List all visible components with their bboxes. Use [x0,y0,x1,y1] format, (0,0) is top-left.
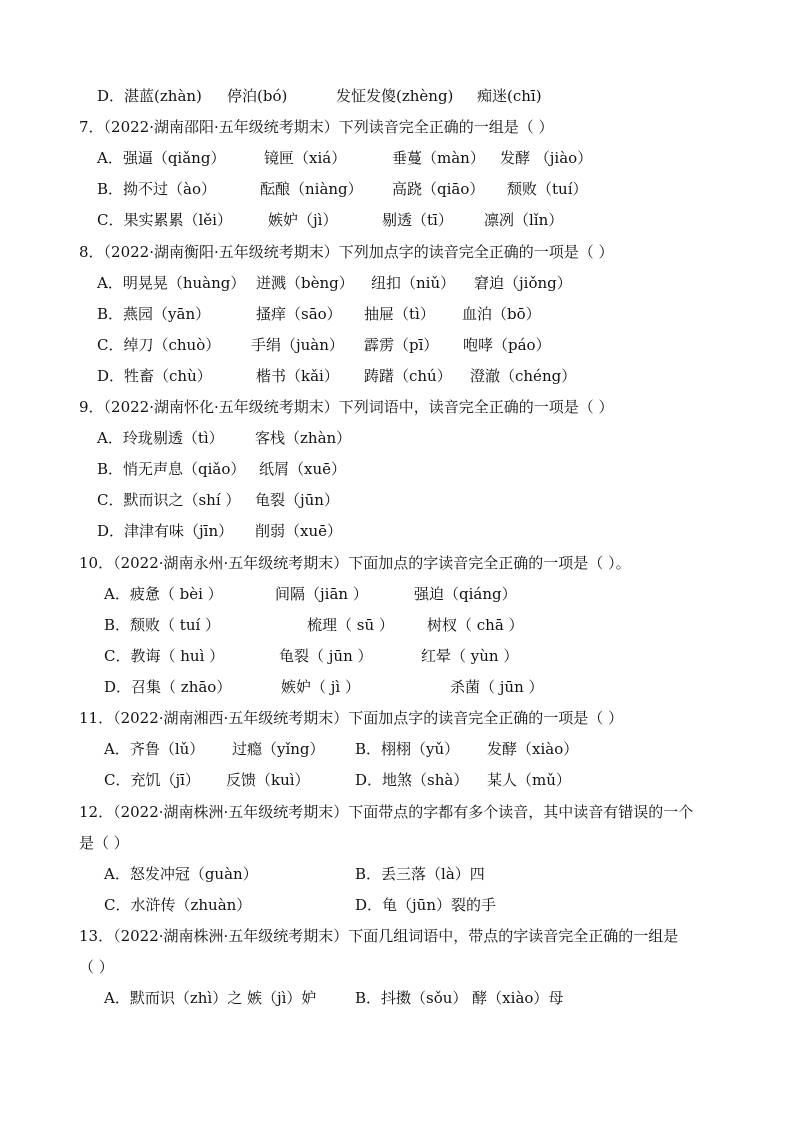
q8-option-a-word-3: 纽扣（niǔ） [371,274,456,292]
q12-option-c: C．水浒传（zhuàn） [104,896,252,914]
q6-option-d-word-3: 发怔发傻(zhèng) [336,87,454,105]
q11-options-row-2 [0,768,794,792]
q7-stem [0,115,794,139]
q8-stem [0,240,794,264]
q10-option-b-word-3: 树杈（ chā ） [427,616,524,634]
q11-option-b-word-1: B．栩栩（yǔ） [355,740,460,758]
q7-option-a-word-4: 发酵 （jiào） [500,149,593,167]
q9-option-d-word-1: D．津津有味（jīn） [97,522,234,540]
q12-option-a: A．怒发冲冠（guàn） [104,865,258,883]
q7-option-a [0,146,794,170]
q8-option-b-word-3: 抽屉（tì） [364,305,435,323]
q12-option-d: D．龟（jūn）裂的手 [355,896,496,914]
q9-stem [0,395,794,419]
q11-option-c-word-1: C．充饥（jī） [104,771,200,789]
q10-option-d [0,675,794,699]
q9-option-d [0,519,794,543]
q9-option-a [0,426,794,450]
q8-option-c-word-1: C．绰刀（chuò） [97,336,221,354]
q13-stem-line-2 [0,955,794,979]
q10-option-a-word-2: 间隔（jiān ） [275,585,368,603]
q9-option-d-word-2: 削弱（xuē） [255,522,342,540]
q10-option-b-word-2: 梳理（ sū ） [307,616,394,634]
q7-option-b-word-3: 高跷（qiāo） [392,180,485,198]
q13-stem-text-2: （ ） [79,958,114,976]
q13-option-b: B．抖擞（sǒu） 酵（xiào）母 [355,989,564,1007]
q10-option-a [0,582,794,606]
q7-option-c-word-3: 剔透（tī） [382,211,453,229]
q9-option-b-word-2: 纸屑（xuē） [259,460,346,478]
q8-option-d-word-1: D．牲畜（chù） [97,367,212,385]
q12-stem-line-2 [0,831,794,855]
q8-option-b-word-1: B．燕园（yān） [97,305,211,323]
q12-options-row-1 [0,862,794,886]
q7-stem-text: 7．（2022·湖南邵阳·五年级统考期末）下列读音完全正确的一组是（ ） [79,118,554,136]
q7-option-b-word-1: B．拗不过（ào） [97,180,216,198]
q11-option-d-word-1: D．地煞（shà） [355,771,469,789]
q9-option-b [0,457,794,481]
q11-option-a-word-2: 过瘾（yǐng） [232,740,325,758]
q8-option-d-word-3: 踌躇（chú） [364,367,452,385]
q7-option-b-word-2: 酝酿（niàng） [260,180,363,198]
q11-stem [0,706,794,730]
q10-option-a-word-3: 强迫（qiáng） [414,585,517,603]
q8-option-d-word-2: 楷书（kǎi） [256,367,339,385]
q9-option-c [0,488,794,512]
q11-options-row-1 [0,737,794,761]
q8-option-c-word-2: 手绢（juàn） [251,336,344,354]
q9-option-a-word-2: 客栈（zhàn） [255,429,352,447]
q7-option-c-word-2: 嫉妒（jì） [268,211,338,229]
q7-option-a-word-3: 垂蔓（màn） [392,149,485,167]
q7-option-b-word-4: 颓败（tuí） [507,180,588,198]
q9-option-c-word-1: C．默而识之（shí ） [97,491,241,509]
q10-option-d-word-3: 杀菌（ jūn ） [450,678,544,696]
q11-option-b-word-2: 发酵（xiào） [487,740,579,758]
q8-option-b-word-4: 血泊（bō） [462,305,541,323]
q9-option-c-word-2: 龟裂（jūn） [255,491,339,509]
q9-stem-text: 9．（2022·湖南怀化·五年级统考期末）下列词语中，读音完全正确的一项是（ ） [79,398,614,416]
q10-option-b [0,613,794,637]
q10-option-b-word-1: B．颓败（ tuí ） [104,616,221,634]
q10-option-c [0,644,794,668]
q6-option-d [0,84,794,108]
q10-stem-text: 10．（2022·湖南永州·五年级统考期末）下面加点的字读音完全正确的一项是（ ）。 [79,554,631,572]
q12-stem-line-1 [0,800,794,824]
q13-stem-text-1: 13．（2022·湖南株洲·五年级统考期末）下面几组词语中，带点的字读音完全正确的一组是 [79,927,679,945]
q7-option-c [0,208,794,232]
q7-option-a-word-1: A．强逼（qiǎng） [97,149,226,167]
q8-stem-text: 8．（2022·湖南衡阳·五年级统考期末）下列加点字的读音完全正确的一项是（ ） [79,243,614,261]
q12-stem-text-1: 12．（2022·湖南株洲·五年级统考期末）下面带点的字都有多个读音，其中读音有错误的一个 [79,803,694,821]
q12-options-row-2 [0,893,794,917]
q13-option-a: A．默而识（zhì）之 嫉（jì）妒 [104,989,317,1007]
q6-option-d-word-4: 痴迷(chī) [477,87,542,105]
q10-option-a-word-1: A．疲惫（ bèi ） [104,585,223,603]
q8-option-c-word-4: 咆哮（páo） [463,336,551,354]
q11-stem-text: 11．（2022·湖南湘西·五年级统考期末）下面加点字的读音完全正确的一项是（ ） [79,709,624,727]
q10-option-c-word-2: 龟裂（ jūn ） [279,647,373,665]
q8-option-b [0,302,794,326]
q8-option-b-word-2: 搔痒（sāo） [256,305,342,323]
q7-option-c-word-1: C．果实累累（lěi） [97,211,232,229]
q11-option-c-word-2: 反馈（kuì） [226,771,310,789]
q8-option-d-word-4: 澄澈（chéng） [470,367,577,385]
q8-option-a [0,271,794,295]
q9-option-b-word-1: B．悄无声息（qiǎo） [97,460,246,478]
q11-option-d-word-2: 某人（mǔ） [487,771,571,789]
q10-stem [0,551,794,575]
q10-option-c-word-1: C．教诲（ huì ） [104,647,225,665]
q7-option-c-word-4: 凛冽（lǐn） [484,211,564,229]
q6-option-d-word-2: 停泊(bó) [227,87,288,105]
q13-options-row-1 [0,986,794,1010]
q8-option-a-word-1: A．明晃晃（huàng） [97,274,246,292]
q12-stem-text-2: 是（ ） [79,834,129,852]
q8-option-c-word-3: 霹雳（pī） [364,336,439,354]
q10-option-d-word-1: D．召集（ zhāo） [104,678,232,696]
q8-option-a-word-2: 迸溅（bèng） [256,274,354,292]
q9-option-a-word-1: A．玲珑剔透（tì） [97,429,224,447]
q10-option-d-word-2: 嫉妒（ jì ） [281,678,360,696]
q11-option-a-word-1: A．齐鲁（lǔ） [104,740,205,758]
q13-stem-line-1 [0,924,794,948]
q8-option-c [0,333,794,357]
q6-option-d-word-1: D．湛蓝(zhàn) [97,87,202,105]
q10-option-c-word-3: 红晕（ yùn ） [421,647,519,665]
q7-option-a-word-2: 镜匣（xiá） [264,149,347,167]
q12-option-b: B．丢三落（là）四 [355,865,485,883]
q8-option-a-word-4: 窘迫（jiǒng） [474,274,572,292]
q7-option-b [0,177,794,201]
q8-option-d [0,364,794,388]
